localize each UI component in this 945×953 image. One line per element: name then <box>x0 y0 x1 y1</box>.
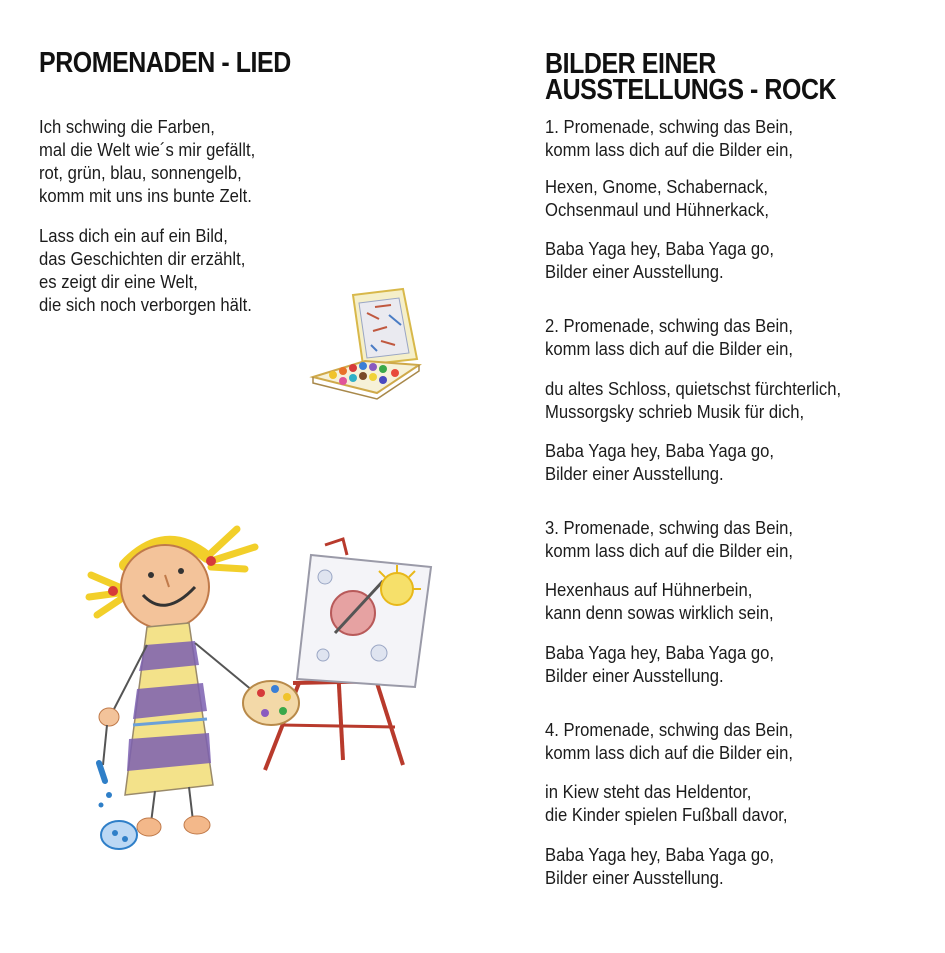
right-stanza-2 <box>545 175 769 221</box>
verse-line: Mussorgsky schrieb Musik für dich, <box>545 401 805 422</box>
verse-line: die Kinder spielen Fußball davor, <box>545 804 788 825</box>
palette <box>243 681 299 725</box>
right-stanza-11 <box>545 780 787 826</box>
verse-line: komm lass dich auf die Bilder ein, <box>545 139 794 160</box>
verse-line: 4. Promenade, schwing das Bein, <box>545 719 794 740</box>
right-stanza-5 <box>545 377 841 423</box>
right-stanza-4 <box>545 314 793 360</box>
right-song-title-line-2: AUSSTELLUNGS - ROCK <box>545 74 837 106</box>
verse-line: in Kiew steht das Heldentor, <box>545 781 752 802</box>
verse-line: du altes Schloss, quietschst fürchterlich, <box>545 378 842 399</box>
right-stanza-6 <box>545 439 774 485</box>
girl-dress <box>125 623 213 795</box>
right-stanza-8 <box>545 578 774 624</box>
verse-line: Hexenhaus auf Hühnerbein, <box>545 579 753 600</box>
right-stanza-1 <box>545 115 793 161</box>
verse-line: Bilder einer Ausstellung. <box>545 665 724 686</box>
verse-line: Lass dich ein auf ein Bild, <box>39 225 228 246</box>
right-stanza-7 <box>545 516 793 562</box>
left-song-title <box>39 47 291 79</box>
verse-line: Bilder einer Ausstellung. <box>545 463 724 484</box>
verse-line: komm lass dich auf die Bilder ein, <box>545 742 794 763</box>
verse-line: mal die Welt wie´s mir gefällt, <box>39 139 256 160</box>
verse-line: komm mit uns ins bunte Zelt. <box>39 185 252 206</box>
verse-line: Baba Yaga hey, Baba Yaga go, <box>545 238 774 259</box>
verse-line: die sich noch verborgen hält. <box>39 294 252 315</box>
left-stanza-1 <box>39 115 255 207</box>
right-song-title-line-1: BILDER EINER <box>545 48 716 80</box>
verse-line: rot, grün, blau, sonnengelb, <box>39 162 242 183</box>
girl-painting-at-easel-drawing <box>85 515 445 865</box>
verse-line: Bilder einer Ausstellung. <box>545 867 724 888</box>
right-stanza-10 <box>545 718 793 764</box>
left-stanza-2 <box>39 224 252 316</box>
verse-line: Baba Yaga hey, Baba Yaga go, <box>545 844 774 865</box>
verse-line: 3. Promenade, schwing das Bein, <box>545 517 794 538</box>
right-stanza-9 <box>545 641 774 687</box>
paint-box-drawing <box>305 285 425 405</box>
right-stanza-12 <box>545 843 774 889</box>
verse-line: Baba Yaga hey, Baba Yaga go, <box>545 440 774 461</box>
verse-line: das Geschichten dir erzählt, <box>39 248 246 269</box>
verse-line: Ochsenmaul und Hühnerkack, <box>545 199 769 220</box>
verse-line: kann denn sowas wirklich sein, <box>545 602 774 623</box>
left-song-title-text: PROMENADEN - LIED <box>39 47 291 79</box>
verse-line: Baba Yaga hey, Baba Yaga go, <box>545 642 774 663</box>
verse-line: komm lass dich auf die Bilder ein, <box>545 338 794 359</box>
paint-box-lid <box>353 289 417 365</box>
verse-line: komm lass dich auf die Bilder ein, <box>545 540 794 561</box>
paint-box-tray <box>313 361 419 399</box>
verse-line: Bilder einer Ausstellung. <box>545 261 724 282</box>
right-stanza-3 <box>545 237 774 283</box>
verse-line: Hexen, Gnome, Schabernack, <box>545 176 769 197</box>
verse-line: Ich schwing die Farben, <box>39 116 215 137</box>
girl-face <box>121 545 209 629</box>
verse-line: 2. Promenade, schwing das Bein, <box>545 315 794 336</box>
verse-line: 1. Promenade, schwing das Bein, <box>545 116 794 137</box>
right-song-title <box>545 48 837 106</box>
verse-line: es zeigt dir eine Welt, <box>39 271 198 292</box>
easel-canvas <box>297 555 431 687</box>
